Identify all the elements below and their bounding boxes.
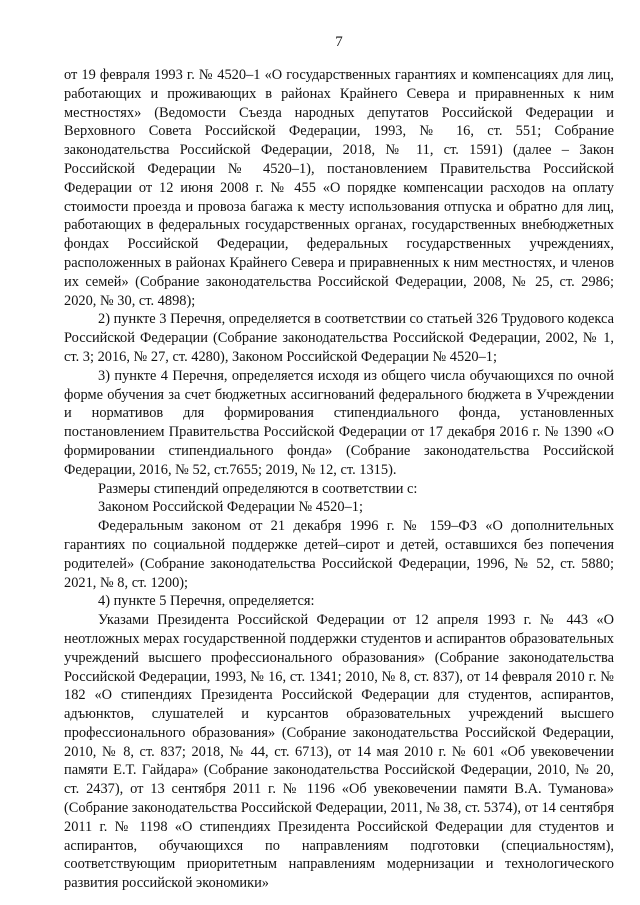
paragraph-federal-law-159: Федеральным законом от 21 декабря 1996 г. № 159–ФЗ «О дополнительных гарантиях по социальной поддержке детей–сирот и детей, оставшихся без попечения родителей» (Собрание законодательства Российской Федерации, 1996, № 52, ст. 5880; 2021, № 8, ст. 1200); (64, 518, 614, 591)
paragraph-item-3: 3) пункте 4 Перечня, определяется исходя из общего числа обучающихся по очной форме обучения за счет бюджетных ассигнований федерального бюджета в Учреждении и нормативов для формирования стипендиального фонда, установленных постановлением Правительства Российской Федерации от 17 декабря 2016 г. № 1390 «О формировании стипендиального фонда» (Собрание законодательства Российской Федерации, 2016, № 52, ст.7655; 2019, № 12, ст. 1315). (64, 367, 614, 478)
paragraph-item-4: 4) пункте 5 Перечня, определяется: (98, 593, 315, 610)
paragraph-continuation: от 19 февраля 1993 г. № 4520–1 «О государственных гарантиях и компенсациях для лиц, работающих и проживающих в районах Крайнего Севера и приравненных к ним местностях» (Ведомости Съезда народных депутатов Российской Федерации и Верховного Совета Российской Федерации, 1993, № 16, ст. 551; Собрание законодательства Российской Федерации, 2018, № 11, ст. 1591) (далее – Закон Российской Федерации № 4520–1), постановлением Правительства Российской Федерации от 12 июня 2008 г. № 455 «О порядке компенсации расходов на оплату стоимости проезда и провоза багажа к месту использования отпуска и обратно для лиц, работающих в федеральных государственных органах, государственных внебюджетных фондах Российской Федерации, федеральных государственных учреждениях, расположенных в районах Крайнего Севера и приравненных к ним местностях, и членов их семей» (Собрание законодательства Российской Федерации, 2008, № 25, ст. 2986; 2020, № 30, ст. 4898); (64, 67, 614, 309)
page-number: 7 (335, 34, 343, 50)
paragraph-presidential-decrees: Указами Президента Российской Федерации от 12 апреля 1993 г. № 443 «О неотложных мерах государственной поддержки студентов и аспирантов образовательных учреждений высшего профессионального образования» (Собрание законодательства Российской Федерации, 1993, № 16, ст. 1341; 2010, № 8, ст. 837), от 14 февраля 2010 г. № 182 «О стипендиях Президента Российской Федерации для студентов, аспирантов, адъюнктов, слушателей и курсантов образовательных учреждений высшего профессионального образования» (Собрание законодательства Российской Федерации, 2010, № 8, ст. 837; 2018, № 44, ст. 6713), от 14 мая 2010 г. № 601 «Об увековечении памяти Е.Т. Гайдара» (Собрание законодательства Российской Федерации, 2010, № 20, ст. 2437), от 13 сентября 2011 г. № 1196 «Об увековечении памяти В.А. Туманова» (Собрание законодательства Российской Федерации, 2011, № 38, ст. 5374), от 14 сентября 2011 г. № 1198 «О стипендиях Президента Российской Федерации для студентов и аспирантов, обучающихся по направлениям подготовки (специальностям), соответствующим приоритетным направлениям модернизации и технологического развития российской экономики» (64, 612, 614, 892)
document-body (64, 66, 614, 893)
paragraph-law-4520: Законом Российской Федерации № 4520–1; (98, 499, 363, 516)
paragraph-item-2: 2) пункте 3 Перечня, определяется в соответствии со статьей 326 Трудового кодекса Российской Федерации (Собрание законодательства Российской Федерации, 2002, № 1, ст. 3; 2016, № 27, ст. 4280), Законом Российской Федерации № 4520–1; (64, 311, 614, 365)
paragraph-stipend-sizes: Размеры стипендий определяются в соответствии с: (98, 480, 418, 497)
